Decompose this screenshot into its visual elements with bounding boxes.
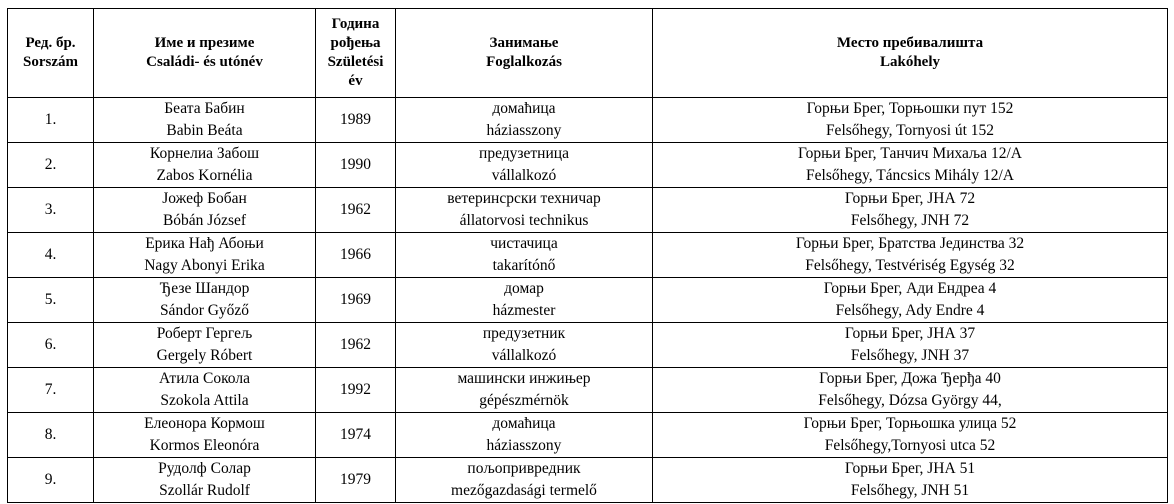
name-sr: Елеонора Кормош <box>144 415 265 432</box>
table-row <box>8 143 1168 188</box>
row-name <box>94 278 316 323</box>
row-birth-year: 1990 <box>316 143 396 188</box>
row-residence <box>653 143 1168 188</box>
occupation-hu: mezőgazdasági termelő <box>451 482 597 499</box>
residence-sr: Горњи Брег, Торњошки пут 152 <box>806 100 1014 117</box>
residence-sr: Горњи Брег, Братства Јединства 32 <box>795 235 1025 252</box>
header-row <box>8 9 1168 98</box>
row-birth-year: 1992 <box>316 368 396 413</box>
header-number <box>8 9 94 98</box>
header-occupation-hu: Foglalkozás <box>486 54 562 70</box>
row-number: 4. <box>8 233 94 278</box>
row-number: 6. <box>8 323 94 368</box>
row-name <box>94 323 316 368</box>
residence-sr: Горњи Брег, ЈНА 72 <box>844 190 976 207</box>
residence-sr: Горњи Брег, Дожа Ђерђа 40 <box>819 370 1001 387</box>
name-sr: Корнелиа Забош <box>149 145 260 162</box>
residence-sr: Горњи Брег, Торњошка улица 52 <box>803 415 1017 432</box>
row-residence <box>653 233 1168 278</box>
row-birth-year: 1966 <box>316 233 396 278</box>
residence-hu: Felsőhegy, Dózsa György 44, <box>818 392 1002 409</box>
occupation-sr: машински инжињер <box>457 370 591 387</box>
row-occupation <box>396 143 653 188</box>
name-hu: Sándor Győző <box>159 302 250 319</box>
occupation-hu: háziasszony <box>486 437 562 454</box>
occupation-hu: házmester <box>492 302 556 319</box>
name-sr: Роберт Гергељ <box>156 325 253 342</box>
residence-hu: Felsőhegy, JNH 37 <box>850 347 970 364</box>
residence-sr: Горњи Брег, ЈНА 37 <box>844 325 976 342</box>
row-residence <box>653 458 1168 503</box>
table-row <box>8 188 1168 233</box>
residence-hu: Felsőhegy, Táncsics Mihály 12/A <box>806 167 1014 184</box>
header-number-sr: Ред. бр. <box>25 35 76 51</box>
occupation-sr: домаћица <box>492 415 556 432</box>
residence-hu: Felsőhegy, JNH 72 <box>850 212 970 229</box>
row-residence <box>653 413 1168 458</box>
table-row <box>8 458 1168 503</box>
occupation-sr: предузетник <box>482 325 566 342</box>
occupation-sr: пољопривредник <box>467 460 581 477</box>
row-occupation <box>396 458 653 503</box>
residence-sr: Горњи Брег, Ади Ендреа 4 <box>823 280 997 297</box>
name-hu: Kormos Eleonóra <box>149 437 260 454</box>
occupation-hu: háziasszony <box>486 122 562 139</box>
occupation-hu: vállalkozó <box>491 167 557 184</box>
row-residence <box>653 278 1168 323</box>
row-occupation <box>396 368 653 413</box>
row-residence <box>653 368 1168 413</box>
row-number: 8. <box>8 413 94 458</box>
table-row <box>8 98 1168 143</box>
row-occupation <box>396 413 653 458</box>
row-name <box>94 368 316 413</box>
occupation-hu: állatorvosi technikus <box>459 212 589 229</box>
header-birth-year-line4: év <box>348 73 363 89</box>
name-hu: Zabos Kornélia <box>156 167 253 184</box>
occupation-hu: gépészmérnök <box>479 392 569 409</box>
header-residence-sr: Место пребивалишта <box>836 35 984 51</box>
name-hu: Nagy Abonyi Erika <box>144 257 265 274</box>
header-occupation-sr: Занимање <box>489 35 559 51</box>
residence-hu: Felsőhegy,Tornyosi utca 52 <box>824 437 996 454</box>
name-hu: Bóbán József <box>162 212 247 229</box>
name-sr: Јожеф Бобан <box>162 190 247 207</box>
table-row <box>8 323 1168 368</box>
name-hu: Szokola Attila <box>160 392 249 409</box>
residence-sr: Горњи Брег, ЈНА 51 <box>844 460 976 477</box>
name-sr: Ерика Нађ Абоњи <box>145 235 264 252</box>
row-name <box>94 98 316 143</box>
table-row <box>8 278 1168 323</box>
row-occupation <box>396 278 653 323</box>
name-sr: Ђезе Шандор <box>159 280 250 297</box>
header-name <box>94 9 316 98</box>
candidate-list-table <box>7 8 1168 503</box>
row-birth-year: 1974 <box>316 413 396 458</box>
row-name <box>94 188 316 233</box>
row-occupation <box>396 233 653 278</box>
header-birth-year <box>316 9 396 98</box>
name-sr: Рудолф Солар <box>158 460 251 477</box>
residence-hu: Felsőhegy, Testvériség Egység 32 <box>805 257 1015 274</box>
row-residence <box>653 98 1168 143</box>
row-birth-year: 1962 <box>316 323 396 368</box>
table-row <box>8 233 1168 278</box>
row-residence <box>653 323 1168 368</box>
row-birth-year: 1979 <box>316 458 396 503</box>
occupation-hu: takarítónő <box>492 257 556 274</box>
row-number: 5. <box>8 278 94 323</box>
row-number: 2. <box>8 143 94 188</box>
row-birth-year: 1969 <box>316 278 396 323</box>
table-row <box>8 368 1168 413</box>
header-birth-year-line3: Születési <box>327 54 384 70</box>
name-sr: Атила Сокола <box>159 370 250 387</box>
name-hu: Gergely Róbert <box>156 347 253 364</box>
row-birth-year: 1962 <box>316 188 396 233</box>
row-number: 3. <box>8 188 94 233</box>
row-occupation <box>396 323 653 368</box>
residence-hu: Felsőhegy, Tornyosi út 152 <box>825 122 995 139</box>
header-residence <box>653 9 1168 98</box>
occupation-sr: предузетница <box>479 145 569 162</box>
row-name <box>94 413 316 458</box>
header-residence-hu: Lakóhely <box>879 54 940 70</box>
row-birth-year: 1989 <box>316 98 396 143</box>
row-number: 7. <box>8 368 94 413</box>
row-occupation <box>396 188 653 233</box>
occupation-sr: домаћица <box>492 100 556 117</box>
row-occupation <box>396 98 653 143</box>
header-occupation <box>396 9 653 98</box>
row-number: 1. <box>8 98 94 143</box>
name-hu: Szollár Rudolf <box>159 482 250 499</box>
residence-hu: Felsőhegy, JNH 51 <box>850 482 970 499</box>
header-name-hu: Családi- és utónév <box>146 54 263 70</box>
name-sr: Беата Бабин <box>164 100 245 117</box>
residence-hu: Felsőhegy, Ady Endre 4 <box>835 302 985 319</box>
row-name <box>94 143 316 188</box>
occupation-hu: vállalkozó <box>491 347 557 364</box>
row-number: 9. <box>8 458 94 503</box>
row-name <box>94 458 316 503</box>
name-hu: Babin Beáta <box>166 122 243 139</box>
header-birth-year-line2: рођења <box>330 35 381 51</box>
residence-sr: Горњи Брег, Танчич Михаља 12/А <box>798 145 1022 162</box>
header-number-hu: Sorszám <box>23 54 78 70</box>
row-residence <box>653 188 1168 233</box>
occupation-sr: чистачица <box>490 235 558 252</box>
row-name <box>94 233 316 278</box>
header-name-sr: Име и презиме <box>154 35 255 51</box>
occupation-sr: ветеринсрски техничар <box>447 190 601 207</box>
table-row <box>8 413 1168 458</box>
header-birth-year-line1: Година <box>331 16 380 32</box>
occupation-sr: домар <box>504 280 544 297</box>
